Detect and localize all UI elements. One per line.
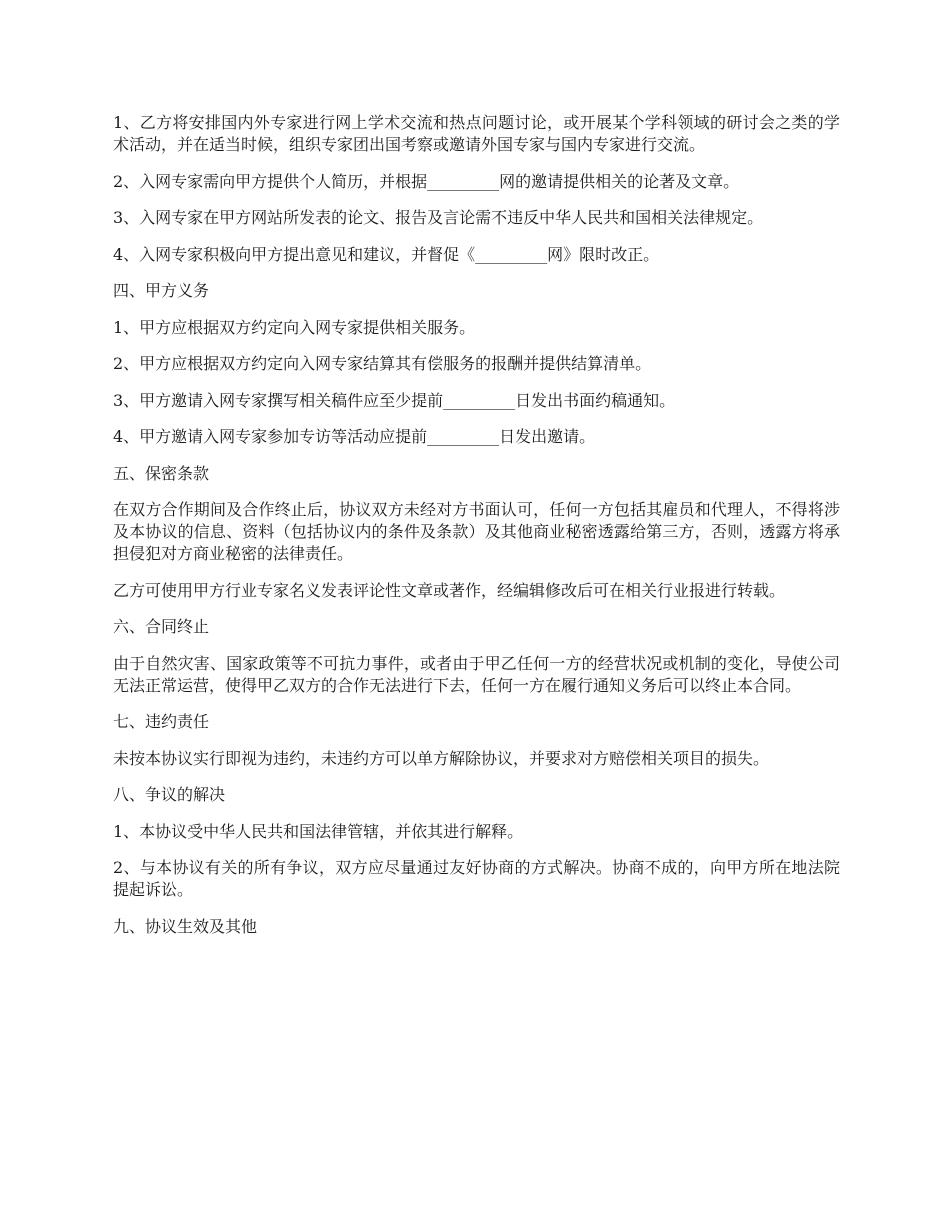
termination-clause: 由于自然灾害、国家政策等不可抗力事件，或者由于甲乙任何一方的经营状况或机制的变化，导使公司无法正常运营，使得甲乙双方的合作无法进行下去，任何一方在履行通知义务后可以终止本合同。	[113, 653, 840, 695]
section-heading-disputes: 八、争议的解决	[113, 785, 226, 804]
clause-a-1: 1、甲方应根据双方约定向入网专家提供相关服务。	[113, 317, 476, 337]
section-heading-breach: 七、违约责任	[113, 712, 210, 731]
confidentiality-clause: 在双方合作期间及合作终止后，协议双方未经对方书面认可，任何一方包括其雇员和代理人，不得将涉及本协议的信息、资料（包括协议内的条件及条款）及其他商业秘密透露给第三方，否则，透露方将承担侵犯对方商业秘密的法律责任。	[113, 500, 840, 563]
section-heading-confidentiality: 五、保密条款	[113, 463, 210, 483]
clause-b-4: 4、入网专家积极向甲方提出意见和建议，并督促《_________网》限时改正。	[113, 244, 660, 264]
dispute-clause-1: 1、本协议受中华人民共和国法律管辖，并依其进行解释。	[113, 821, 524, 841]
breach-clause: 未按本协议实行即视为违约，未违约方可以单方解除协议，并要求对方赔偿相关项目的损失。	[113, 748, 770, 768]
dispute-clause-2: 2、与本协议有关的所有争议，双方应尽量通过友好协商的方式解决。协商不成的，向甲方所在地法院提起诉讼。	[113, 858, 840, 899]
clause-b-3: 3、入网专家在甲方网站所发表的论文、报告及言论需不违反中华人民共和国相关法律规定。	[113, 208, 764, 227]
document-page	[113, 112, 840, 952]
section-heading-effectiveness: 九、协议生效及其他	[113, 916, 258, 936]
clause-b-2: 2、入网专家需向甲方提供个人简历，并根据_________网的邀请提供相关的论著及文章。	[113, 171, 740, 191]
publication-clause: 乙方可使用甲方行业专家名义发表评论性文章或著作，经编辑修改后可在相关行业报进行转载。	[113, 580, 786, 600]
clause-a-2: 2、甲方应根据双方约定向入网专家结算其有偿服务的报酬并提供结算清单。	[113, 354, 652, 373]
clause-b-1: 1、乙方将安排国内外专家进行网上学术交流和热点问题讨论，或开展某个学科领域的研讨会之类的学术活动，并在适当时候，组织专家团出国考察或邀请外国专家与国内专家进行交流。	[113, 113, 840, 154]
clause-a-3: 3、甲方邀请入网专家撰写相关稿件应至少提前_________日发出书面约稿通知。	[113, 390, 676, 410]
clause-a-4: 4、甲方邀请入网专家参加专访等活动应提前_________日发出邀请。	[113, 427, 596, 446]
section-heading-party-a-obligations: 四、甲方义务	[113, 281, 210, 300]
section-heading-termination: 六、合同终止	[113, 617, 210, 636]
